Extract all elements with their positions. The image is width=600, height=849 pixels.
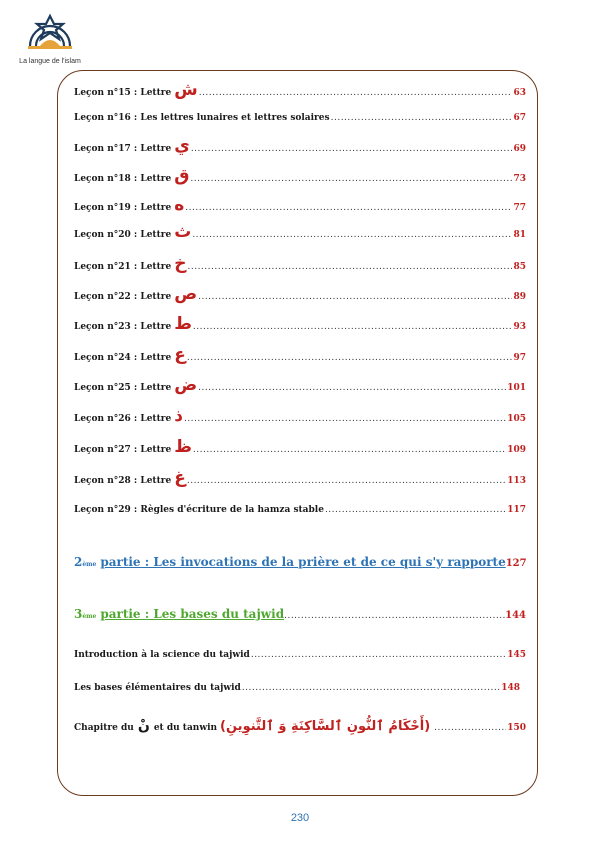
arabic-letter: ش [174, 80, 198, 100]
toc-row-lesson-17[interactable]: Leçon n°17 : Lettre ي ..... 69 [74, 138, 526, 155]
leader-dots [184, 414, 506, 424]
page-ref: 69 [513, 144, 526, 154]
arabic-letter: ض [174, 375, 198, 395]
arabic-chapter-title: (أَحْكَامُ ٱلنُّونِ ٱلسَّاكِنَةِ وَ ٱلتَّنوِينِ) [220, 719, 431, 734]
page-number: 230 [290, 812, 310, 824]
page-ref: 150 [507, 723, 526, 733]
toc-row-lesson-26[interactable]: Leçon n°26 : Lettre ذ ..... 105 [74, 408, 526, 425]
arabic-letter: ظ [174, 437, 192, 457]
toc-row-lesson-27[interactable]: Leçon n°27 : Lettre ظ ..... 109 [74, 439, 526, 456]
arabic-letter: غ [174, 468, 186, 488]
toc-row-lesson-22[interactable]: Leçon n°22 : Lettre ص ..... 89 [74, 286, 526, 303]
leader-dots [325, 505, 506, 515]
leader-dots [198, 383, 506, 393]
toc-row-lesson-23[interactable]: Leçon n°23 : Lettre ط ..... 93 [74, 316, 526, 333]
toc-row-lesson-29[interactable]: Leçon n°29 : Règles d'écriture de la hamza stable ..... 117 [74, 505, 526, 515]
page-ref: 85 [513, 262, 526, 272]
leader-dots [192, 230, 512, 240]
leader-dots [199, 88, 513, 98]
leader-dots [331, 113, 513, 123]
arabic-letter: ق [174, 166, 190, 186]
toc-row-lesson-20[interactable]: Leçon n°20 : Lettre ث ..... 81 [74, 224, 526, 241]
leader-dots [187, 353, 513, 363]
toc-part-3[interactable]: 3 $_{ème}$ partie : Les bases du tajwid ..... 144 [74, 607, 526, 621]
leader-dots [187, 476, 506, 486]
leader-dots [242, 683, 500, 693]
part-title: partie : Les invocations de la prière et de ce qui s'y rapporte [100, 555, 506, 569]
page-ref: 113 [507, 476, 526, 486]
page-ref: 127 [505, 558, 527, 569]
page-ref: 97 [513, 353, 526, 363]
leader-dots [187, 262, 512, 272]
arabic-letter: ص [174, 284, 198, 304]
leader-dots [191, 144, 513, 154]
leader-dots [193, 445, 506, 455]
page-ref: 73 [513, 174, 526, 184]
leader-dots [190, 174, 512, 184]
page-ref: 148 [501, 683, 520, 693]
page-ref: 109 [507, 445, 526, 455]
arabic-letter: ث [174, 222, 192, 242]
page-ref: 117 [507, 505, 526, 515]
page-ref: 77 [513, 203, 526, 213]
leader-dots [193, 322, 513, 332]
leader-dots [284, 611, 505, 621]
toc-row-lesson-18[interactable]: Leçon n°18 : Lettre ق ..... 73 [74, 168, 526, 185]
arabic-letter: ع [174, 345, 186, 365]
arabic-letter: ط [174, 314, 192, 334]
page-ref: 101 [507, 383, 526, 393]
page-ref: 93 [513, 322, 526, 332]
toc-row-lesson-15[interactable]: Leçon n°15 : Lettre ش ..... 63 [74, 82, 526, 99]
arabic-letter: ه [174, 195, 185, 215]
leader-dots [198, 292, 512, 302]
page-ref: 81 [513, 230, 526, 240]
leader-dots [251, 650, 506, 660]
arabic-letter: خ [174, 254, 187, 274]
toc-row-tajwid-intro[interactable]: Introduction à la science du tajwid ..... 145 [74, 650, 526, 660]
logo-caption: La langue de l'islam [19, 58, 81, 65]
toc-row-lesson-19[interactable]: Leçon n°19 : Lettre ه ..... 77 [74, 197, 526, 214]
page-ref: 67 [513, 113, 526, 123]
toc-row-lesson-24[interactable]: Leçon n°24 : Lettre ع ..... 97 [74, 347, 526, 364]
toc-row-lesson-25[interactable]: Leçon n°25 : Lettre ض ..... 101 [74, 377, 526, 394]
part-title: partie : Les bases du tajwid [100, 607, 285, 621]
toc-part-2[interactable]: 2 $_{ème}$ partie : Les invocations de la prière et de ce qui s'y rapporte 127 [74, 555, 527, 569]
leader-dots [185, 203, 512, 213]
arabic-nun: نْ [137, 718, 150, 734]
page-ref: 145 [507, 650, 526, 660]
toc-row-lesson-21[interactable]: Leçon n°21 : Lettre خ ..... 85 [74, 256, 526, 273]
leader-dots [434, 723, 506, 733]
toc-row-tajwid-bases[interactable]: Les bases élémentaires du tajwid ..... 148 [74, 683, 520, 693]
arabic-letter: ذ [174, 406, 183, 426]
toc-row-lesson-28[interactable]: Leçon n°28 : Lettre غ ..... 113 [74, 470, 526, 487]
arabic-letter: ي [174, 136, 190, 156]
page-ref: 105 [507, 414, 526, 424]
page-ref: 144 [505, 610, 526, 621]
toc-row-lesson-16[interactable]: Leçon n°16 : Les lettres lunaires et lettres solaires ..... 67 [74, 113, 526, 123]
toc-row-chapter-nun[interactable]: Chapitre du نْ et du tanwin (أَحْكَامُ ٱلنُّونِ ٱلسَّاكِنَةِ وَ ٱلتَّنوِينِ) ..... 150 [74, 718, 526, 734]
page-ref: 63 [513, 88, 526, 98]
page-ref: 89 [513, 292, 526, 302]
